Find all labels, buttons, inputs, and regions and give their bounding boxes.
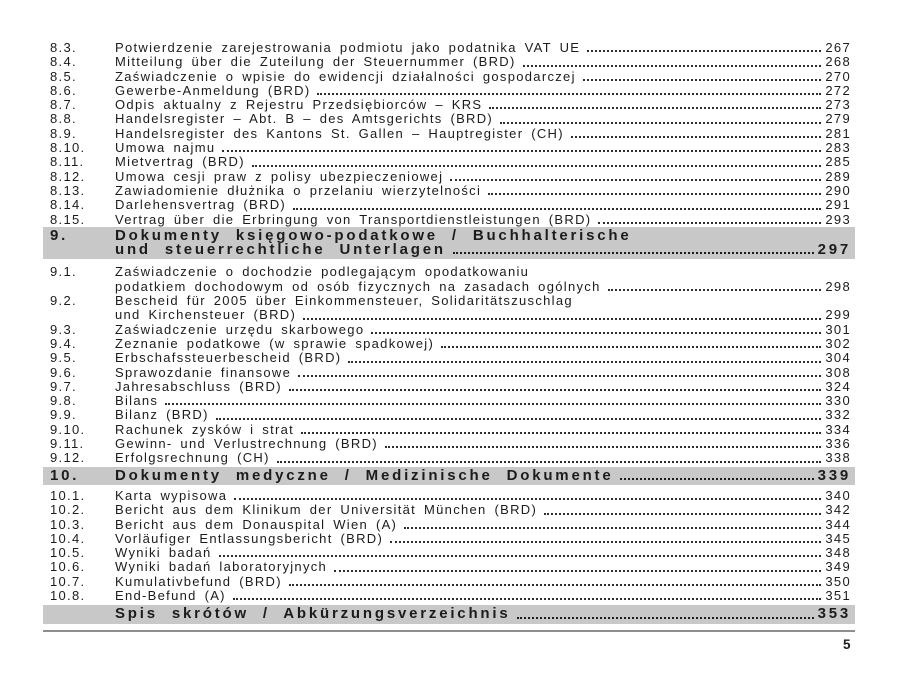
page-number: 5	[842, 636, 851, 652]
toc-entry-line	[43, 141, 855, 155]
entry-page-ref: 281	[825, 125, 851, 141]
dot-leader	[390, 541, 821, 543]
entry-title: Vorläufiger Entlassungsbericht (BRD)	[115, 530, 384, 546]
section-10-entries	[43, 489, 855, 603]
entry-page-ref: 308	[825, 364, 851, 380]
entry-page-ref: 291	[825, 197, 851, 213]
entry-title: Erbschafssteuerbescheid (BRD)	[115, 350, 342, 366]
dot-leader	[583, 79, 822, 81]
entry-title: Karta wypisowa	[115, 487, 228, 503]
entry-title: und steuerrechtliche Unterlagen	[115, 241, 446, 259]
entry-page-ref: 349	[825, 559, 851, 575]
entry-number: 9.1.	[50, 264, 77, 280]
dot-leader	[489, 107, 821, 109]
section-10-header	[43, 467, 855, 485]
entry-page-ref: 272	[825, 82, 851, 98]
entry-page-ref: 285	[825, 154, 851, 170]
entry-page-ref: 339	[817, 466, 851, 484]
entry-page-ref: 298	[825, 278, 851, 294]
entry-page-ref: 324	[825, 378, 851, 394]
toc-entry-line	[43, 503, 855, 517]
entry-title: Rachunek zysków i strat	[115, 421, 295, 437]
entry-page-ref: 336	[825, 436, 851, 452]
toc-entry-line	[43, 437, 855, 451]
section-8-entries	[43, 41, 855, 227]
entry-number: 9.2.	[50, 293, 77, 309]
entry-number: 9.9.	[50, 407, 77, 423]
entry-number: 9.11.	[50, 436, 85, 452]
entry-number: 10.3.	[50, 516, 86, 532]
toc-entry-line	[43, 423, 855, 437]
toc-entry-line	[43, 451, 855, 465]
toc-entry-line	[43, 184, 855, 198]
entry-page-ref: 270	[825, 68, 851, 84]
table-of-contents	[43, 41, 855, 652]
dot-leader	[289, 389, 822, 391]
toc-entry-line	[43, 84, 855, 98]
entry-page-ref: 299	[825, 307, 851, 323]
entry-title: Bilans	[115, 393, 159, 409]
entry-number: 10.4.	[50, 530, 86, 546]
entry-title: Gewerbe-Anmeldung (BRD)	[115, 82, 311, 98]
toc-entry-line	[43, 280, 855, 294]
dot-leader	[371, 332, 821, 334]
entry-title: Handelsregister – Abt. B – des Amtsgerichts (BRD)	[115, 111, 494, 127]
entry-number: 8.11.	[50, 154, 85, 170]
entry-title: End-Befund (A)	[115, 587, 226, 603]
entry-title: Erfolgsrechnung (CH)	[115, 450, 270, 466]
entry-number: 9.4.	[50, 335, 77, 351]
toc-entry-line	[43, 575, 855, 589]
toc-entry-line	[43, 351, 855, 365]
entry-number: 10.	[50, 466, 80, 484]
dot-leader	[348, 361, 821, 363]
entry-title: Bericht aus dem Donauspital Wien (A)	[115, 516, 398, 532]
entry-number: 8.5.	[50, 68, 77, 84]
entry-title: Bilanz (BRD)	[115, 407, 209, 423]
entry-title: Zawiadomienie dłużnika o przelaniu wierzytelności	[115, 182, 482, 198]
toc-entry-line	[43, 127, 855, 141]
entry-number: 9.6.	[50, 364, 77, 380]
entry-title: Dokumenty księgowo-podatkowe / Buchhalterische	[115, 226, 632, 244]
toc-entry-line	[43, 546, 855, 560]
entry-title: podatkiem dochodowym od osób fizycznych na zasadach ogólnych	[115, 278, 601, 294]
entry-title: Gewinn- und Verlustrechnung (BRD)	[115, 436, 378, 452]
entry-number: 9.3.	[50, 321, 77, 337]
dot-leader	[523, 65, 822, 67]
entry-number: 8.15.	[50, 211, 86, 227]
entry-number: 8.4.	[50, 54, 77, 70]
entry-page-ref: 293	[825, 211, 851, 227]
entry-page-ref: 297	[817, 241, 851, 259]
dot-leader	[517, 617, 813, 619]
dot-leader	[544, 513, 821, 515]
toc-entry-line	[43, 532, 855, 546]
dot-leader	[216, 418, 822, 420]
entry-title: Wyniki badań	[115, 545, 212, 561]
dot-leader	[252, 165, 822, 167]
entry-number: 9.	[50, 226, 69, 244]
entry-number: 8.7.	[50, 97, 77, 113]
entry-page-ref: 283	[825, 140, 851, 156]
entry-page-ref: 304	[825, 350, 851, 366]
section-header-line	[50, 243, 851, 257]
entry-number: 8.13.	[50, 182, 86, 198]
dot-leader	[334, 570, 821, 572]
entry-title: Potwierdzenie zarejestrowania podmiotu jako podatnika VAT UE	[115, 40, 581, 55]
toc-entry-line	[43, 408, 855, 422]
entry-page-ref: 332	[825, 407, 851, 423]
toc-entry-line	[43, 489, 855, 503]
toc-entry-line	[43, 560, 855, 574]
dot-leader	[598, 222, 821, 224]
entry-title: Dokumenty medyczne / Medizinische Dokumente	[115, 466, 614, 484]
section-header-line	[50, 607, 851, 621]
entry-title: Mitteilung über die Zuteilung der Steuernummer (BRD)	[115, 54, 516, 70]
toc-entry-line	[43, 366, 855, 380]
entry-title: Zeznanie podatkowe (w sprawie spadkowej)	[115, 335, 435, 351]
entry-page-ref: 338	[825, 450, 851, 466]
entry-number: 9.7.	[50, 378, 77, 394]
toc-entry-line	[43, 70, 855, 84]
dot-leader	[317, 93, 821, 95]
dot-leader	[298, 375, 821, 377]
dot-leader	[222, 150, 821, 152]
entry-number: 10.8.	[50, 587, 86, 603]
entry-page-ref: 345	[825, 530, 851, 546]
entry-page-ref: 301	[825, 321, 851, 337]
entry-title: Bericht aus dem Klinikum der Universität München (BRD)	[115, 502, 538, 518]
entry-number: 10.7.	[50, 573, 86, 589]
dot-leader	[441, 346, 821, 348]
dot-leader	[571, 136, 822, 138]
dot-leader	[219, 555, 822, 557]
dot-leader	[453, 252, 814, 254]
abbreviations-header	[43, 605, 855, 623]
entry-number: 9.10.	[50, 421, 86, 437]
entry-page-ref: 350	[825, 573, 851, 589]
toc-entry-line	[43, 337, 855, 351]
entry-title: Zaświadczenie o wpisie do ewidencji działalności gospodarczej	[115, 68, 576, 84]
dot-leader	[234, 498, 821, 500]
dot-leader	[500, 122, 821, 124]
entry-number: 8.12.	[50, 168, 86, 184]
toc-entry-line	[43, 589, 855, 603]
entry-page-ref: 268	[825, 54, 851, 70]
entry-title: Handelsregister des Kantons St. Gallen – Hauptregister (CH)	[115, 125, 564, 141]
entry-title: Darlehensvertrag (BRD)	[115, 197, 287, 213]
toc-entry-line	[43, 112, 855, 126]
entry-number: 9.5.	[50, 350, 77, 366]
dot-leader	[303, 318, 821, 320]
entry-title: Zaświadczenie urzędu skarbowego	[115, 321, 365, 337]
dot-leader	[277, 461, 822, 463]
entry-page-ref: 351	[825, 587, 851, 603]
entry-title: Vertrag über die Erbringung von Transportdienstleistungen (BRD)	[115, 211, 592, 227]
dot-leader	[385, 446, 822, 448]
toc-entry-line	[43, 41, 855, 55]
entry-title: Umowa cesji praw z polisy ubezpieczeniowej	[115, 168, 444, 184]
toc-entry-line	[43, 518, 855, 532]
entry-title: und Kirchensteuer (BRD)	[115, 307, 297, 323]
entry-title: Spis skrótów / Abkürzungsverzeichnis	[115, 605, 511, 623]
toc-entry-line	[43, 265, 855, 279]
toc-entry-line	[43, 213, 855, 227]
entry-page-ref: 273	[825, 97, 851, 113]
entry-title: Wyniki badań laboratoryjnych	[115, 559, 328, 575]
toc-entry-line	[43, 98, 855, 112]
entry-page-ref: 348	[825, 545, 851, 561]
section-9-entries	[43, 265, 855, 465]
entry-page-ref: 342	[825, 502, 851, 518]
entry-number: 8.8.	[50, 111, 77, 127]
dot-leader	[404, 527, 821, 529]
entry-number: 10.6.	[50, 559, 86, 575]
entry-page-ref: 344	[825, 516, 851, 532]
toc-entry-line	[43, 170, 855, 184]
entry-number: 10.1.	[50, 487, 86, 503]
entry-title: Odpis aktualny z Rejestru Przedsiębiorców – KRS	[115, 97, 483, 113]
toc-entry-line	[43, 323, 855, 337]
dot-leader	[233, 598, 822, 600]
entry-page-ref: 353	[817, 605, 851, 623]
entry-number: 8.3.	[50, 40, 77, 55]
dot-leader	[293, 208, 821, 210]
dot-leader	[165, 403, 821, 405]
dot-leader	[289, 584, 822, 586]
entry-number: 9.8.	[50, 393, 77, 409]
entry-page-ref: 290	[825, 182, 851, 198]
dot-leader	[301, 432, 821, 434]
entry-number: 8.6.	[50, 82, 77, 98]
entry-title: Sprawozdanie finansowe	[115, 364, 292, 380]
entry-number: 10.5.	[50, 545, 86, 561]
toc-entry-line	[43, 198, 855, 212]
entry-title: Mietvertrag (BRD)	[115, 154, 245, 170]
section-header-line	[50, 466, 851, 484]
toc-entry-line	[43, 294, 855, 308]
dot-leader	[608, 289, 822, 291]
entry-title: Kumulativbefund (BRD)	[115, 573, 282, 589]
entry-number: 8.10.	[50, 140, 86, 156]
footer-rule	[43, 630, 855, 632]
toc-entry-line	[43, 155, 855, 169]
dot-leader	[488, 193, 821, 195]
section-9-header	[43, 227, 855, 260]
entry-page-ref: 289	[825, 168, 851, 184]
toc-entry-line	[43, 380, 855, 394]
entry-page-ref: 302	[825, 335, 851, 351]
toc-entry-line	[43, 394, 855, 408]
entry-number: 8.9.	[50, 125, 77, 141]
entry-number: 8.14.	[50, 197, 86, 213]
entry-page-ref: 279	[825, 111, 851, 127]
toc-entry-line	[43, 308, 855, 322]
entry-number: 9.12.	[50, 450, 86, 466]
entry-title: Zaświadczenie o dochodzie podlegającym opodatkowaniu	[115, 264, 530, 280]
entry-title: Bescheid für 2005 über Einkommensteuer, Solidaritätszuschlag	[115, 293, 573, 309]
dot-leader	[620, 478, 813, 480]
entry-page-ref: 340	[825, 487, 851, 503]
entry-number: 10.2.	[50, 502, 86, 518]
entry-title: Umowa najmu	[115, 140, 216, 156]
entry-page-ref: 330	[825, 393, 851, 409]
entry-page-ref: 267	[825, 40, 851, 55]
entry-page-ref: 334	[825, 421, 851, 437]
toc-entry-line	[43, 55, 855, 69]
entry-title: Jahresabschluss (BRD)	[115, 378, 282, 394]
dot-leader	[450, 179, 821, 181]
dot-leader	[587, 50, 821, 52]
